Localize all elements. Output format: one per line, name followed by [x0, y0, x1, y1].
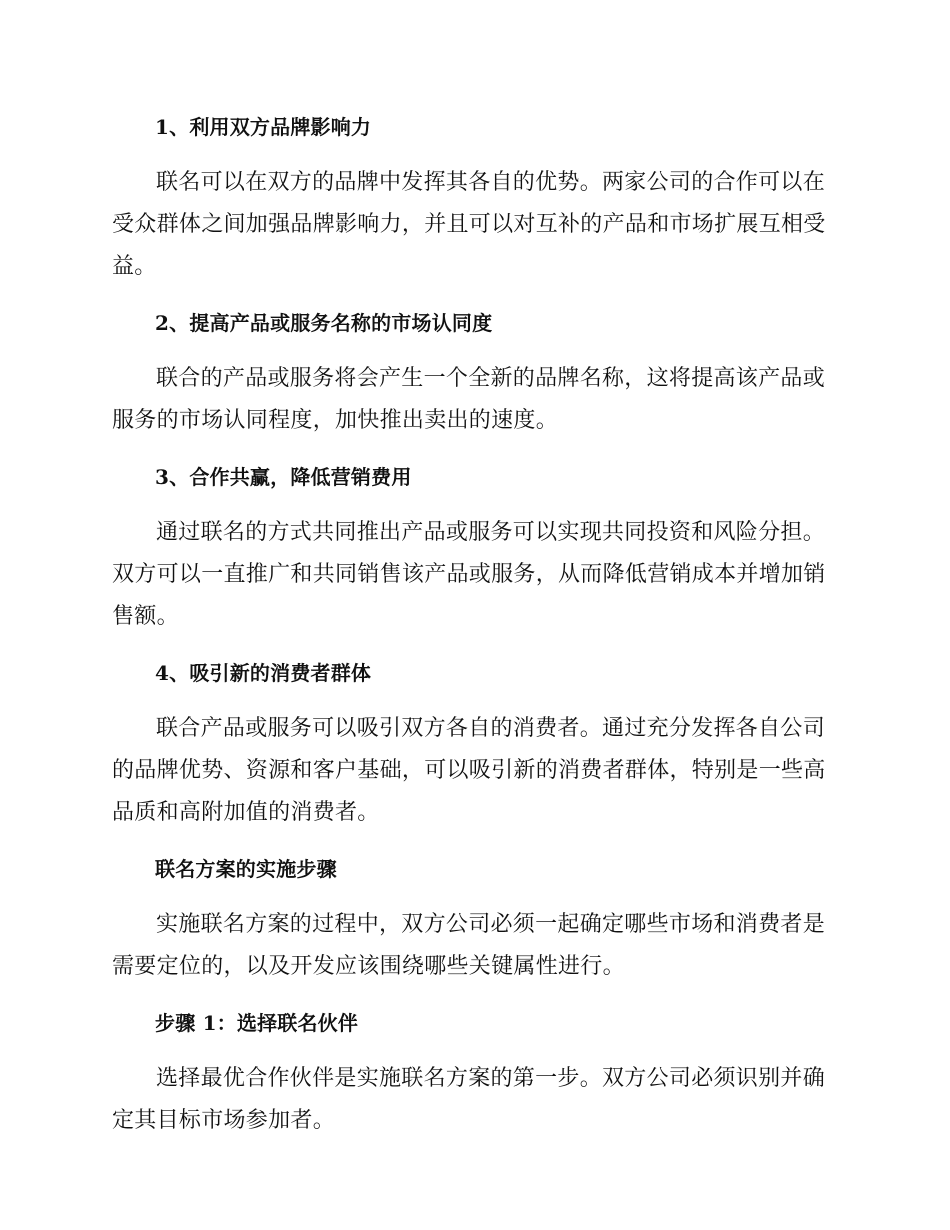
section-heading-1: 1、利用双方品牌影响力 [155, 115, 372, 139]
section-paragraph-1: 联名可以在双方的品牌中发挥其各自的优势。两家公司的合作可以在受众群体之间加强品牌影响力，并且可以对互补的产品和市场扩展互相受益。 [112, 170, 826, 279]
section-paragraph-4: 联合产品或服务可以吸引双方各自的消费者。通过充分发挥各自公司的品牌优势、资源和客户基础，可以吸引新的消费者群体，特别是一些高品质和高附加值的消费者。 [112, 716, 826, 825]
section-heading-3: 3、合作共赢，降低营销费用 [155, 465, 412, 489]
section-paragraph-implementation: 实施联名方案的过程中，双方公司必须一起确定哪些市场和消费者是需要定位的，以及开发应该围绕哪些关键属性进行。 [112, 912, 826, 979]
section-paragraph-2: 联合的产品或服务将会产生一个全新的品牌名称，这将提高该产品或服务的市场认同程度，加快推出卖出的速度。 [112, 366, 826, 433]
section-paragraph-step-1: 选择最优合作伙伴是实施联名方案的第一步。双方公司必须识别并确定其目标市场参加者。 [112, 1066, 826, 1133]
document-body [112, 110, 832, 1160]
section-heading-2: 2、提高产品或服务名称的市场认同度 [155, 311, 493, 335]
section-paragraph-3: 通过联名的方式共同推出产品或服务可以实现共同投资和风险分担。双方可以一直推广和共同销售该产品或服务，从而降低营销成本并增加销售额。 [112, 520, 826, 629]
section-heading-implementation: 联名方案的实施步骤 [155, 857, 337, 881]
section-heading-step-1: 步骤 1：选择联名伙伴 [155, 1011, 359, 1035]
section-heading-4: 4、吸引新的消费者群体 [155, 661, 372, 685]
